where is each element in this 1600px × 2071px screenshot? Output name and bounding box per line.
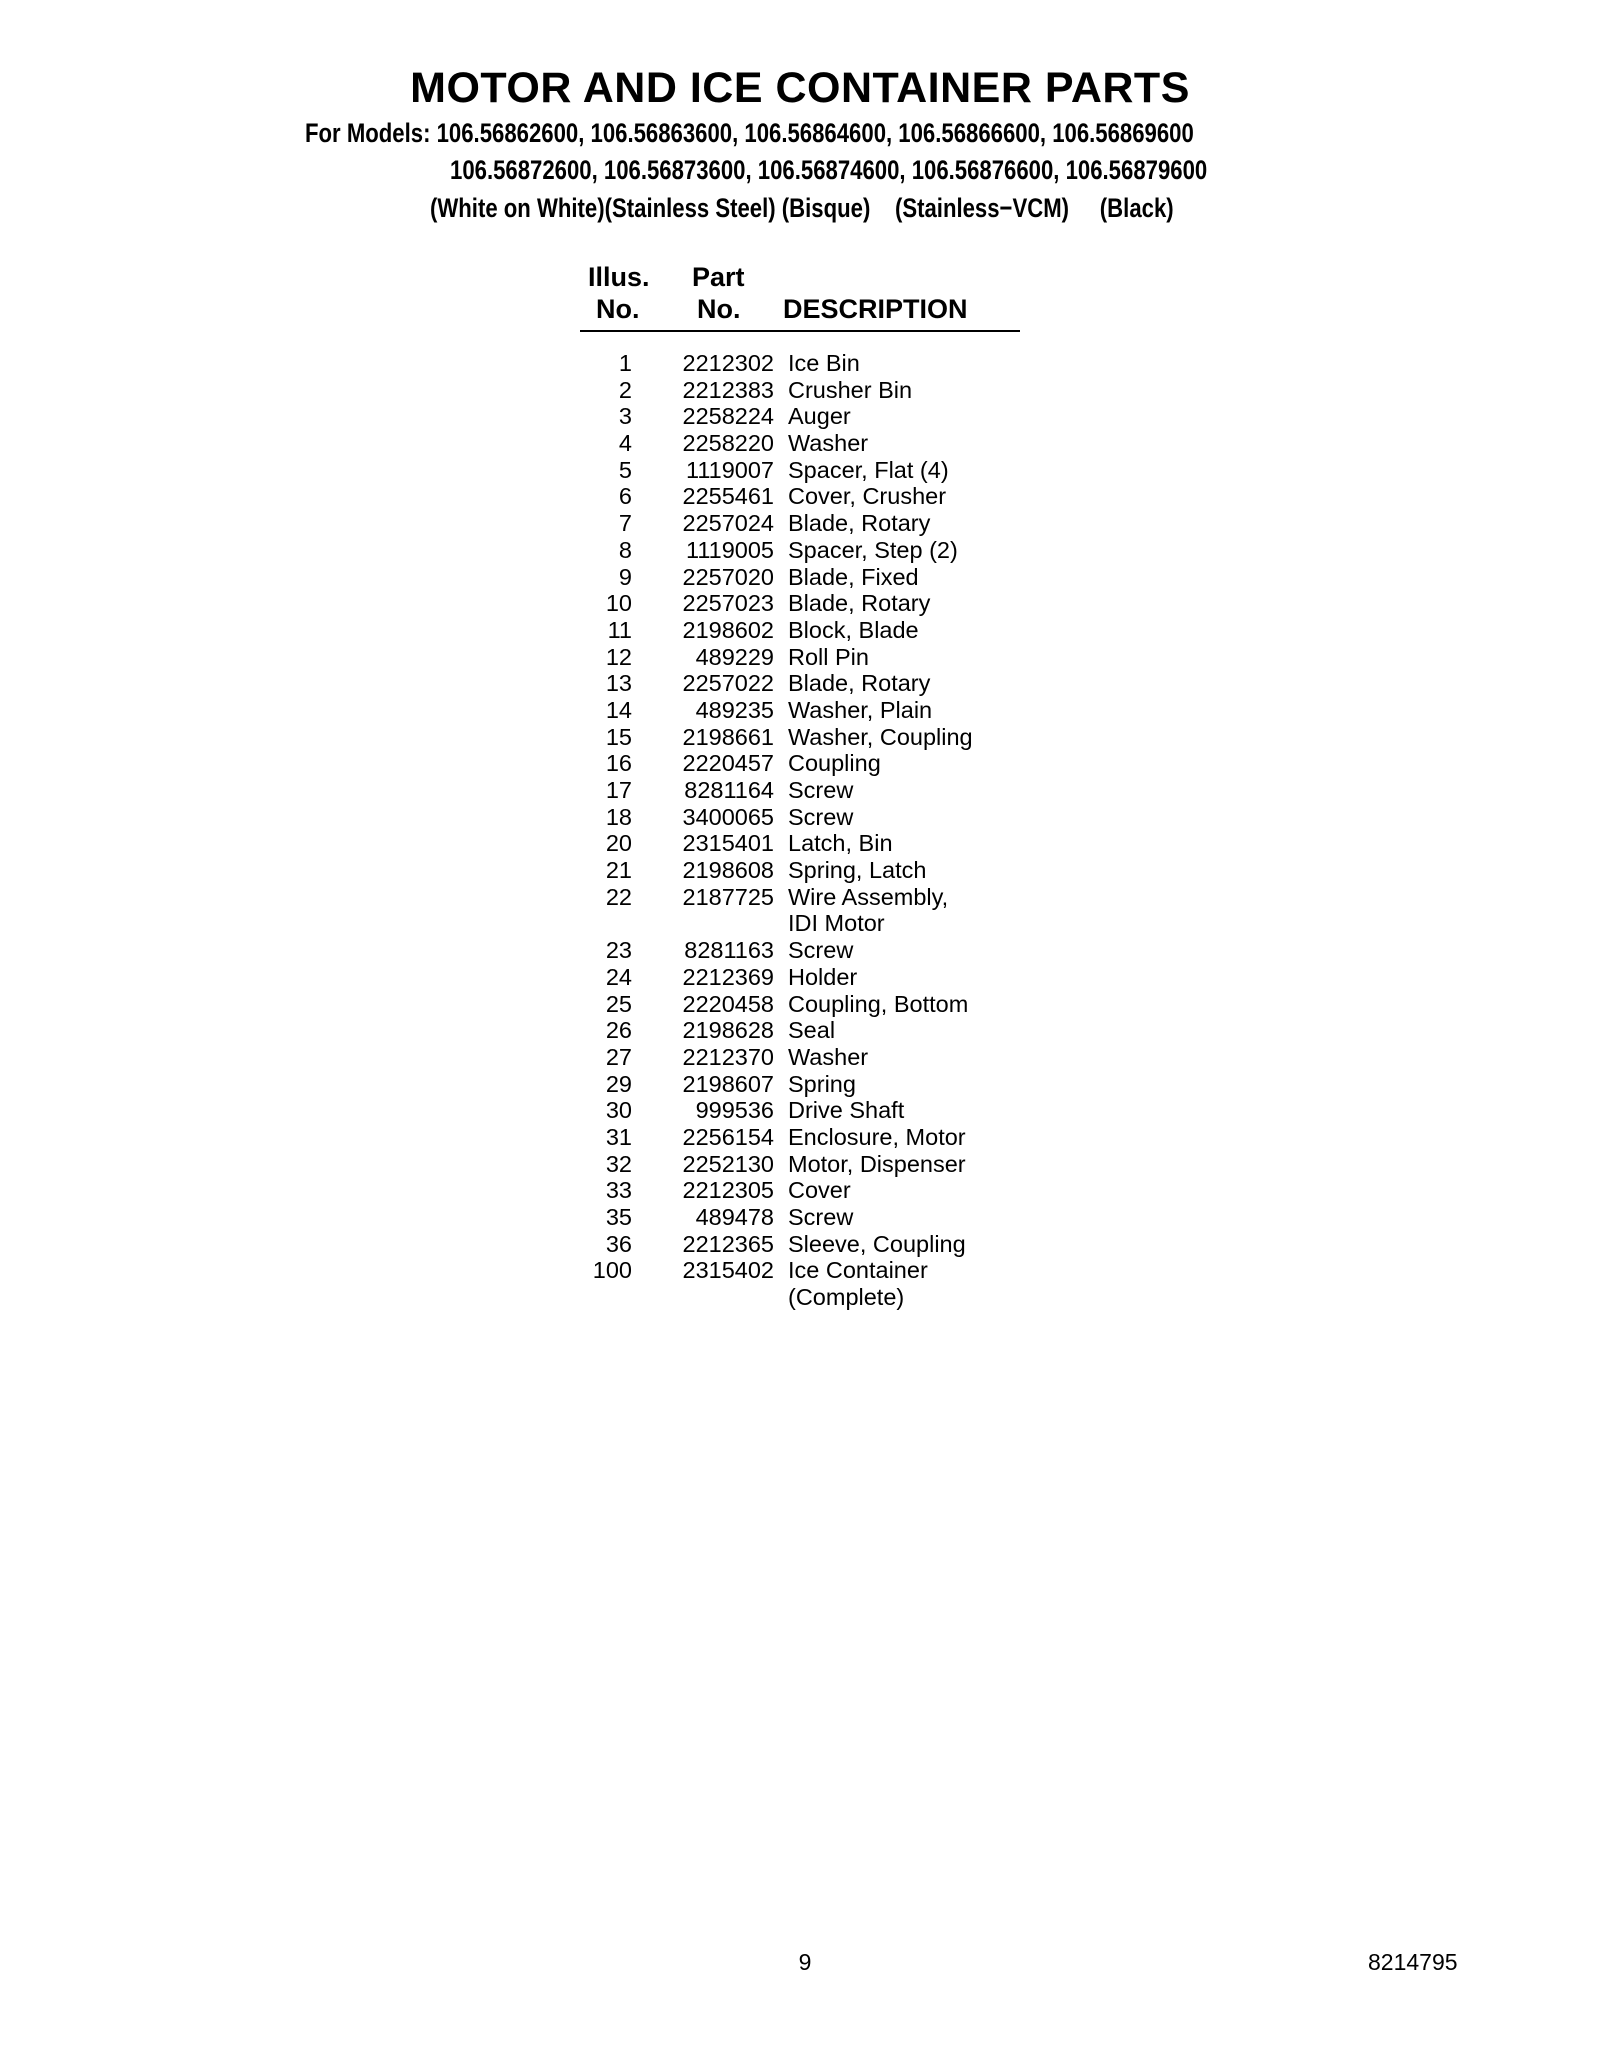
part-number: 2198608	[682, 857, 774, 884]
table-row	[580, 350, 1020, 377]
part-description: Enclosure, Motor	[788, 1123, 966, 1150]
part-description: Ice Bin	[788, 350, 860, 376]
part-number: 489229	[695, 643, 774, 670]
table-row	[580, 457, 1020, 484]
part-number: 489235	[695, 696, 774, 723]
table-body	[580, 350, 1020, 1311]
table-row	[580, 537, 1020, 564]
part-number: 2315402	[682, 1257, 774, 1284]
table-row	[580, 857, 1020, 884]
part-number: 1119007	[686, 456, 774, 483]
part-description: Washer, Coupling	[788, 723, 973, 750]
part-description: Blade, Rotary	[788, 670, 931, 697]
models-line-1-text: For Models: 106.56862600, 106.56863600, 106.56864600, 106.56866600, 106.56869600	[305, 118, 1194, 148]
header-illus-bottom: No.	[596, 294, 640, 324]
part-number: 2198661	[682, 723, 774, 750]
table-row	[580, 991, 1020, 1018]
table-row	[580, 1097, 1020, 1124]
illus-number: 25	[605, 990, 632, 1017]
illus-number: 16	[605, 750, 632, 777]
part-number: 1119005	[686, 536, 774, 563]
table-row	[580, 617, 1020, 644]
part-number: 2187725	[682, 883, 774, 910]
table-row	[580, 804, 1020, 831]
table-row	[580, 750, 1020, 777]
table-row	[580, 1017, 1020, 1044]
part-number: 8281164	[684, 777, 774, 803]
table-row	[580, 697, 1020, 724]
illus-number: 8	[618, 536, 632, 563]
table-row	[580, 777, 1020, 804]
illus-number: 13	[605, 670, 632, 697]
part-number: 8281163	[684, 937, 774, 964]
part-number: 2198628	[682, 1017, 774, 1044]
parts-table	[580, 262, 1020, 1311]
part-description: Spacer, Flat (4)	[788, 456, 949, 483]
illus-number: 2	[618, 376, 632, 403]
part-description: Washer, Plain	[788, 696, 933, 723]
table-row	[580, 830, 1020, 857]
part-description: Washer	[788, 430, 869, 457]
part-description: Screw	[788, 777, 854, 803]
part-number: 2258224	[682, 403, 774, 430]
table-row	[580, 403, 1020, 430]
part-number: 2212383	[682, 376, 774, 403]
document-number: 8214795	[1368, 1949, 1458, 1975]
part-description: Blade, Rotary	[788, 590, 931, 617]
part-number: 2257020	[682, 563, 774, 590]
part-number: 2252130	[682, 1150, 774, 1177]
table-row	[580, 564, 1020, 591]
part-description: Seal	[788, 1017, 836, 1044]
part-description: Wire Assembly, IDI Motor	[788, 883, 949, 937]
part-description: Sleeve, Coupling	[788, 1230, 966, 1257]
part-description: Roll Pin	[788, 643, 869, 670]
table-row	[580, 430, 1020, 457]
table-row	[580, 1231, 1020, 1258]
table-row	[580, 377, 1020, 404]
part-description: Motor, Dispenser	[788, 1150, 966, 1177]
table-row	[580, 510, 1020, 537]
part-description: Drive Shaft	[788, 1097, 905, 1124]
part-description: Blade, Fixed	[788, 563, 919, 590]
part-number: 2212365	[682, 1230, 774, 1257]
illus-number: 20	[605, 830, 632, 857]
illus-number: 36	[605, 1230, 632, 1257]
part-number: 2220457	[682, 750, 774, 777]
part-description: Coupling, Bottom	[788, 990, 969, 1017]
table-row	[580, 1257, 1020, 1310]
table-row	[580, 1071, 1020, 1098]
part-description: Washer	[788, 1043, 869, 1070]
header-part-bottom: No.	[697, 294, 741, 324]
part-number: 489478	[695, 1204, 774, 1231]
illus-number: 22	[605, 883, 632, 910]
part-number: 2257024	[682, 510, 774, 537]
illus-number: 14	[605, 696, 632, 723]
illus-number: 100	[592, 1257, 632, 1284]
table-row	[580, 1151, 1020, 1178]
illus-number: 1	[618, 350, 632, 376]
part-number: 2258220	[682, 430, 774, 457]
part-description: Auger	[788, 403, 851, 430]
table-row	[580, 964, 1020, 991]
part-number: 2315401	[682, 830, 774, 857]
illus-number: 26	[605, 1017, 632, 1044]
part-description: Latch, Bin	[788, 830, 893, 857]
illus-number: 35	[605, 1204, 632, 1231]
illus-number: 29	[605, 1070, 632, 1097]
models-line-2-text: 106.56872600, 106.56873600, 106.56874600, 106.56876600, 106.56879600	[450, 155, 1208, 185]
part-number: 2198607	[682, 1070, 774, 1097]
table-row	[580, 590, 1020, 617]
table-header	[580, 262, 1020, 332]
part-description: Coupling	[788, 750, 881, 777]
models-color-variants: (White on White)(Stainless Steel) (Bisque) (Stainless−VCM) (Black)	[430, 193, 1174, 223]
part-number: 2212369	[682, 963, 774, 990]
part-number: 2198602	[682, 616, 774, 643]
table-row	[580, 1124, 1020, 1151]
illus-number: 3	[618, 403, 632, 430]
part-number: 2256154	[682, 1123, 774, 1150]
part-description: Spacer, Step (2)	[788, 536, 958, 563]
part-description: Block, Blade	[788, 616, 919, 643]
table-row	[580, 1177, 1020, 1204]
page-title: MOTOR AND ICE CONTAINER PARTS	[410, 64, 1190, 112]
part-description: Spring	[788, 1070, 856, 1097]
part-number: 2255461	[682, 483, 774, 510]
table-row	[580, 937, 1020, 964]
header-part-top: Part	[692, 262, 745, 292]
part-number: 2212370	[682, 1043, 774, 1070]
illus-number: 17	[605, 777, 632, 803]
illus-number: 30	[605, 1097, 632, 1124]
part-description: Spring, Latch	[788, 857, 927, 884]
header-description: DESCRIPTION	[783, 294, 968, 324]
part-number: 2212302	[682, 350, 774, 376]
part-description: Ice Container (Complete)	[788, 1257, 928, 1311]
table-row	[580, 1204, 1020, 1231]
illus-number: 27	[605, 1043, 632, 1070]
illus-number: 7	[618, 510, 632, 537]
illus-number: 23	[605, 937, 632, 964]
part-description: Screw	[788, 937, 854, 964]
illus-number: 18	[605, 803, 632, 830]
illus-number: 31	[605, 1123, 632, 1150]
part-description: Cover, Crusher	[788, 483, 947, 510]
part-number: 3400065	[682, 803, 774, 830]
table-row	[580, 644, 1020, 671]
illus-number: 6	[618, 483, 632, 510]
illus-number: 10	[605, 590, 632, 617]
part-description: Blade, Rotary	[788, 510, 931, 537]
illus-number: 21	[605, 857, 632, 884]
illus-number: 15	[605, 723, 632, 750]
table-row	[580, 483, 1020, 510]
illus-number: 9	[618, 563, 632, 590]
part-description: Cover	[788, 1177, 851, 1204]
illus-number: 11	[607, 616, 632, 643]
illus-number: 33	[605, 1177, 632, 1204]
illus-number: 4	[618, 430, 632, 457]
part-description: Holder	[788, 963, 858, 990]
part-number: 2257022	[682, 670, 774, 697]
part-description: Screw	[788, 803, 854, 830]
part-number: 2257023	[682, 590, 774, 617]
part-number: 999536	[695, 1097, 774, 1124]
illus-number: 24	[605, 963, 632, 990]
page-number: 9	[798, 1949, 812, 1975]
table-row	[580, 1044, 1020, 1071]
illus-number: 12	[605, 643, 632, 670]
part-number: 2212305	[682, 1177, 774, 1204]
illus-number: 32	[605, 1150, 632, 1177]
illus-number: 5	[618, 456, 632, 483]
header-illus-top: Illus.	[588, 262, 650, 292]
table-row	[580, 670, 1020, 697]
part-description: Crusher Bin	[788, 376, 913, 403]
table-row	[580, 884, 1020, 937]
part-number: 2220458	[682, 990, 774, 1017]
table-row	[580, 724, 1020, 751]
part-description: Screw	[788, 1204, 854, 1231]
